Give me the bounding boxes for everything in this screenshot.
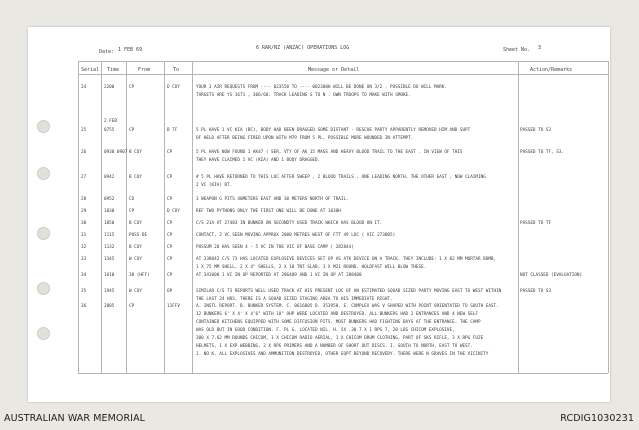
row-message-line: TARGETS ARE YS 1671 , 306/68. TRACK LEADING S TO N . OWN TROOPS TO MAKE WITH SMOKE.	[196, 93, 411, 98]
row-time: 1610	[104, 273, 115, 278]
row-to: B TF	[167, 128, 178, 133]
row-serial: 32	[81, 245, 87, 250]
row-message-line: HELMETS, 1 X EXP WEBBING, 2 X RPG PRIMERS AND A NUMBER OF SHORT OUT DISCS. I. SOUTH TO NORTH, EAST TO WEST.	[196, 344, 473, 349]
row-from: B COY	[129, 245, 142, 250]
column-rule	[101, 61, 102, 373]
row-message-line: AT 341000 1 VC IN OP REPORTED AT 286409 AND 1 VC IN OP AT 288400	[196, 273, 362, 278]
row-time: 0942	[104, 175, 115, 180]
row-time: 1345	[104, 257, 115, 262]
sheet-label: Sheet No.	[503, 47, 531, 53]
row-to: CP	[167, 221, 173, 226]
row-serial: 33	[81, 257, 87, 262]
row-message-line: POSSUM 28 HAS SEEN 4 - 5 VC IN THE VIC OF BASE CAMP ( 282844)	[196, 245, 354, 250]
punch-hole	[37, 120, 50, 133]
punch-hole	[37, 227, 50, 240]
row-message-line: SIMILAR C/S 73 REPORTS WELL USED TRACK AT HIS PRESENT LOC OF AN ESTIMATED SQUAD SIZED PARTY MOVING EAST TO WEST WITHIN	[196, 289, 502, 294]
col-header-serial: Serial	[81, 67, 100, 73]
row-from: B COY	[129, 221, 142, 226]
col-header-remarks: Action/Remarks	[530, 67, 573, 73]
row-serial: 30	[81, 221, 87, 226]
column-rule	[608, 61, 609, 373]
date-value: 1 FEB 69	[118, 47, 143, 53]
footer-archive-name: AUSTRALIAN WAR MEMORIAL	[4, 413, 146, 424]
row-to: D COY	[167, 85, 180, 90]
row-message-line: J. NO K. ALL EXPLOSIVES AND AMMUNITION DESTROYED, OTHER EQPT BEYOND RECOVERY. THERE WERE N GRAVES IN THE VICINITY	[196, 352, 489, 357]
column-rule	[78, 61, 79, 373]
punch-hole	[37, 282, 50, 295]
row-from: 38 (HFF)	[129, 273, 150, 278]
row-remarks: PASSED TO S3	[520, 289, 552, 294]
column-rule	[518, 61, 519, 373]
row-from: B COY	[129, 175, 142, 180]
row-message-line: CONTACT, 2 VC SEEN MOVING APPROX 2000 METRES WEST OF FTT 49 LOC ( VIC 273005)	[196, 233, 396, 238]
sheet-value: 3	[538, 45, 542, 51]
row-serial: 36	[81, 304, 87, 309]
row-message-line: 12 BUNKERS 6' X 4' X 4'6" WITH 18" OHP WERE LOCATED AND DESTROYED. ALL BUNKERS HAD 2 ENTRANCES AND 4 NEW SELF	[196, 312, 478, 317]
col-header-time: Time	[107, 67, 120, 73]
row-to: CP	[167, 150, 173, 155]
row-serial: 29	[81, 209, 87, 214]
row-serial: 31	[81, 233, 87, 238]
footer-record-id: RCDIG1030231	[560, 413, 634, 424]
row-time: 1030	[104, 209, 115, 214]
row-time: 2005	[104, 304, 115, 309]
row-time: 1132	[104, 245, 115, 250]
row-remarks: PASSED TO S3	[520, 128, 552, 133]
row-from: POSS DE	[129, 233, 148, 238]
row-remarks: PASSED TO TF	[520, 221, 552, 226]
row-time: 0930 0907	[104, 150, 128, 155]
row-message-line: THEY HAVE CLAIMED 1 VC (KIA) AND 1 BODY DRAGGED.	[196, 158, 321, 163]
row-to: D COY	[167, 209, 180, 214]
row-message-line: THE LAST 24 HRS, THERE IS A SQUAD SIZED STAGING AREA TO HIS IMMEDIATE RIGHT.	[196, 297, 393, 302]
row-serial: 28	[81, 197, 87, 202]
row-to: OP	[167, 289, 173, 294]
row-serial: 35	[81, 289, 87, 294]
row-to: CP	[167, 175, 173, 180]
row-message-line: 1 X 75 MM SHELL, 2 X 4" SHELLS, 2 X 10 TNT SLAB, 1 X M21 ROUND. HOLDFAST WILL BLOW THESE.	[196, 265, 427, 270]
row-from: CP	[129, 304, 135, 309]
column-rule	[192, 61, 193, 373]
row-message-line: 300 X 7.62 MM ROUNDS CHICOM, 1 X CHICOM RADIO AERIAL, 1 X CHICOM DRUM CLOTHING, PART OF SKS RIFLE, 3 X RPG FUZE	[196, 336, 484, 341]
row-to: 11FFV	[167, 304, 180, 309]
row-to: CP	[167, 233, 173, 238]
row-serial: 26	[81, 150, 87, 155]
row-to: CP	[167, 257, 173, 262]
log-sheet	[28, 27, 610, 402]
row-from: CO	[129, 197, 135, 202]
table-bottom-rule	[78, 373, 608, 374]
col-header-message: Message or Detail	[308, 67, 360, 73]
punch-hole	[37, 327, 50, 340]
row-from: CP	[129, 128, 135, 133]
punch-hole	[37, 167, 50, 180]
row-from: CP	[129, 209, 135, 214]
col-header-to: To	[173, 67, 180, 73]
row-time: 1115	[104, 233, 115, 238]
table-header-rule	[78, 74, 608, 75]
row-message-line: CONTAINED KITCHENS EQUIPPED WITH SOME DIFFUSION PITS. MOST BUNKERS HAD FIGHTING BAYS AT THE ENTRANCE. THE CAMP	[196, 320, 481, 325]
row-from: B COY	[129, 150, 142, 155]
row-from: W COY	[129, 289, 142, 294]
row-message-line: A. INSTL REPORT. B. BUNKER SYSTEM. C. 0616005 D. 353958. E. COMPLEX WAS V SHAPED WITH POINT ORIENTATED TO SOUTH EAST.	[196, 304, 499, 309]
row-message-line: WAS OLD BUT IN GOOD CONDITION. F. PL G. LOCATED NIL. H. 5X .30 7 X 1 RPG 7, 20 LBS CHICOM EXPLOSIVE,	[196, 328, 455, 333]
row-from: W COY	[129, 257, 142, 262]
row-time: 0952	[104, 197, 115, 202]
row-time: 0755	[104, 128, 115, 133]
date-label: Date:	[99, 49, 115, 55]
row-to: CP	[167, 273, 173, 278]
row-to: CP	[167, 197, 173, 202]
row-message-line: 2 VC (KIA) BT.	[196, 183, 233, 188]
row-serial: 27	[81, 175, 87, 180]
log-title: 6 RAR/NZ (ANZAC) OPERATIONS LOG	[256, 45, 350, 51]
row-message-line: OF HELD AFTER BEING FIRED UPON WITH M79 FROM 5 PL, POSSIBLE MORE WOUNDED IN ATTEMPT.	[196, 136, 414, 141]
row-remarks: NOT CLASSED (EVALUATION)	[520, 273, 583, 278]
row-message-line: # 5 PL HAVE RETURNED TO THIS LOC AFTER SWEEP , 2 BLOOD TRAILS , ONE LEADING NORTH, THE OTHER EAST , NOW CLAIMING	[196, 175, 486, 180]
row-message-line: 5 PL HAVE 1 VC KIA (BC), BODY HAD BEEN DRAGGED SOME DISTANT - RESCUE PARTY APPARENTLY REMOVED HIM AND SUPT	[196, 128, 471, 133]
row-message-line: C/S 21A AT 27483 IN BUNKER ON SECONDTY USED TRACK WHICH HAS BLOOD ON IT.	[196, 221, 383, 226]
col-header-from: From	[138, 67, 151, 73]
row-serial: 25	[81, 128, 87, 133]
table-top-rule	[78, 61, 608, 62]
row-message-line: YOUR 3 AIR REQUESTS FROM ---- 023550 TO ---- 002300H WILL BE DONE ON 3/2 . POSSIBLE DO WILL MARK.	[196, 85, 447, 90]
row-time: 1945	[104, 289, 115, 294]
row-time: 1050	[104, 221, 115, 226]
column-rule	[126, 61, 127, 373]
row-to: CP	[167, 245, 173, 250]
row-serial: 34	[81, 273, 87, 278]
row-message-line: AT 338042 C/S 73 HAS LOCATED EXPLOSIVE DEVICES SET UP AS ATK DEVICE ON A TRACK. THEY INCLUDE: 1 X 82 MM MORTAR BOMB,	[196, 257, 497, 262]
row-message-line: 5 PL HAVE NOW FOUND 1 AK47 ( SER, VTY OF AK 15 MAGS AND HEAVY BLOOD TRAIL TO THE EAST . IN VIEW OF THIS	[196, 150, 463, 155]
column-rule	[164, 61, 165, 373]
row-remarks: PASSED TO TF, S3.	[520, 150, 564, 155]
row-serial: 24	[81, 85, 87, 90]
row-time: 2 FEB	[104, 119, 117, 124]
row-message-line: 3 WEAPON G PITS 40METERS EAST AND 30 METERS NORTH OF TRAIL.	[196, 197, 349, 202]
row-time: 2200	[104, 85, 115, 90]
row-from: CP	[129, 85, 135, 90]
row-message-line: REF TWO PYTHONS ONLY THE FIRST ONE WILL BE DONE AT 1030H	[196, 209, 341, 214]
